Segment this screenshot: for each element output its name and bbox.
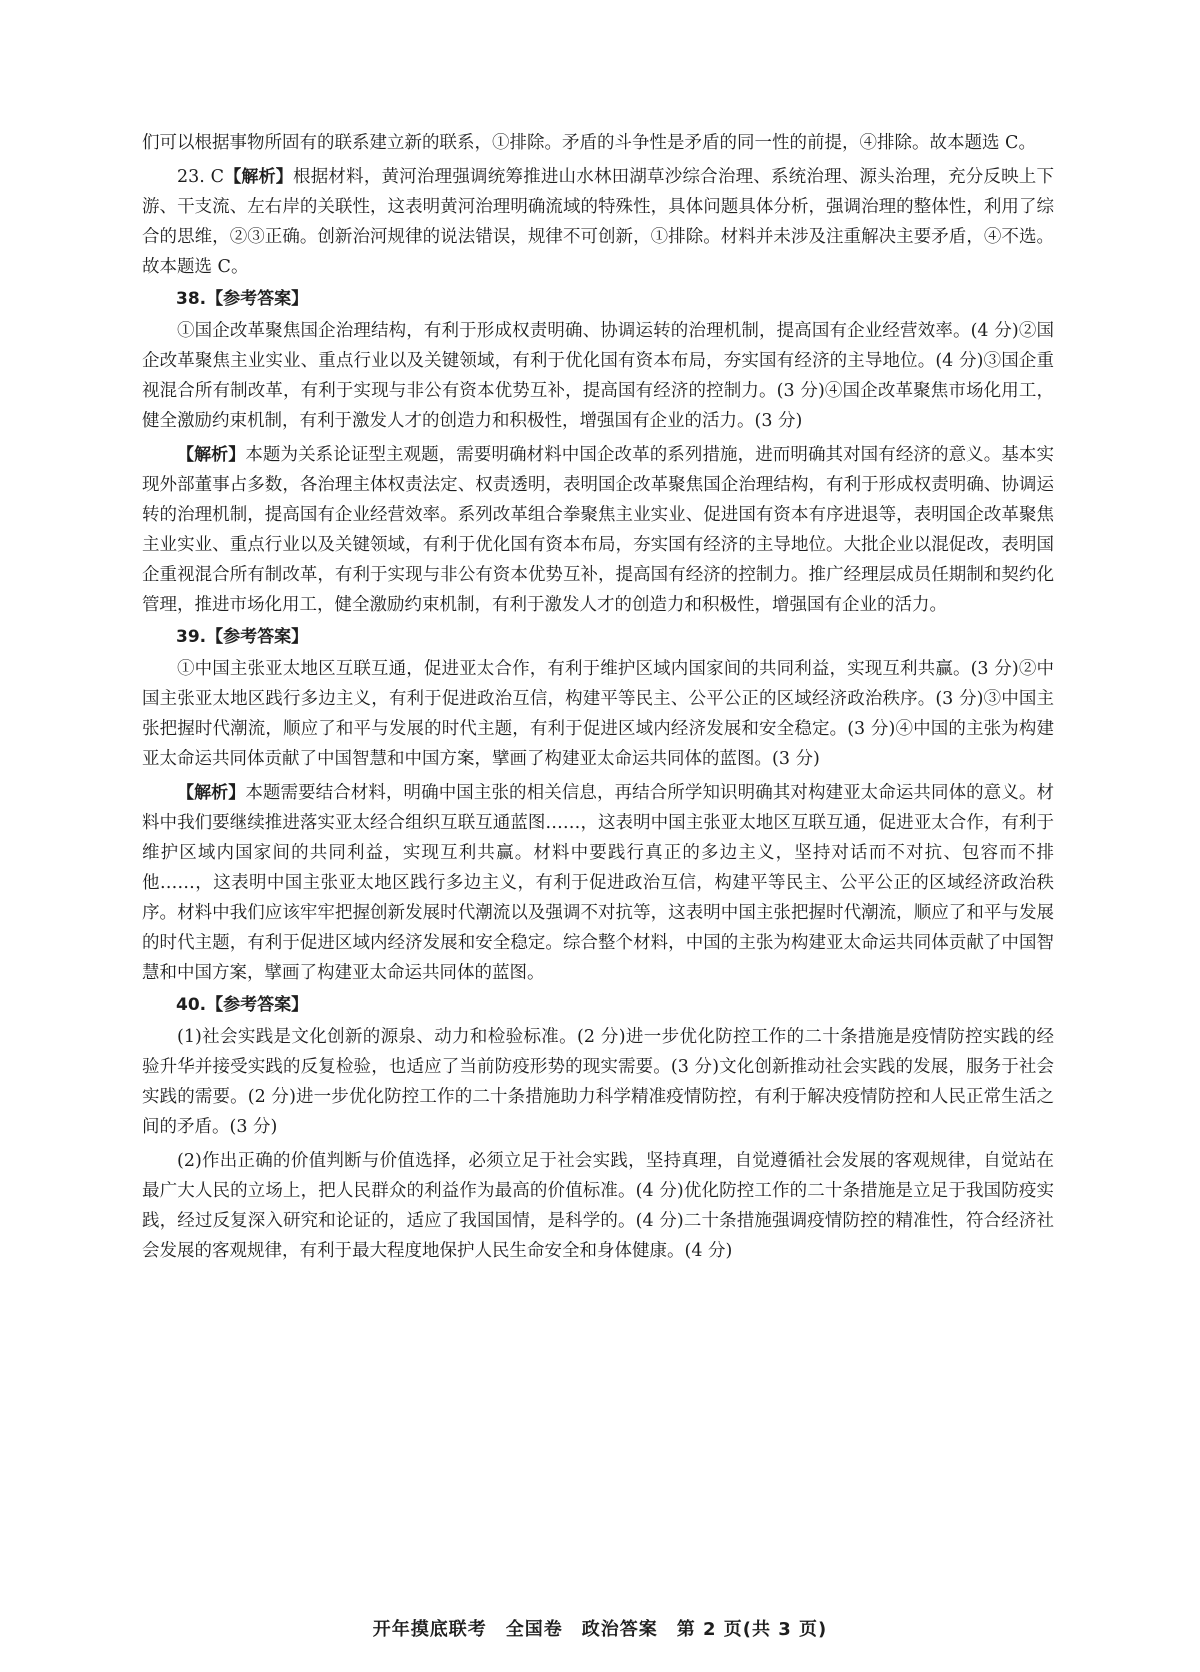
q38-analysis: [142, 440, 1054, 620]
q38-heading: 38.【参考答案】: [176, 289, 309, 309]
q23-analysis-text: 根据材料，黄河治理强调统筹推进山水林田湖草沙综合治理、系统治理、源头治理，充分反映上下游、干支流、左右岸的关联性，这表明黄河治理明确流域的特殊性，具体问题具体分析，强调治理的整体性，利用了综合的思维，②③正确。创新治河规律的说法错误，规律不可创新，①排除。材料并未涉及注重解决主要矛盾，④不选。故本题选 C。: [142, 167, 1055, 277]
q38-analysis-tag: 【解析】: [177, 445, 246, 465]
q39-analysis-text: 本题需要结合材料，明确中国主张的相关信息，再结合所学知识明确其对构建亚太命运共同体的意义。材料中我们要继续推进落实亚太经合组织互联互通蓝图……，这表明中国主张亚太地区互联互通，促进亚太合作，有利于维护区域内国家间的共同利益，实现互利共赢。材料中要践行真正的多边主义，坚持对话而不对抗、包容而不排他……，这表明中国主张亚太地区践行多边主义，有利于促进政治互信，构建平等民主、公平公正的区域经济政治秩序。材料中我们应该牢牢把握创新发展时代潮流以及强调不对抗等，这表明中国主张把握时代潮流，顺应了和平与发展的时代主题，有利于促进区域内经济发展和安全稳定。综合整个材料，中国的主张为构建亚太命运共同体贡献了中国智慧和中国方案，擘画了构建亚太命运共同体的蓝图。: [142, 783, 1054, 983]
q23-paragraph: [142, 162, 1054, 282]
q23-analysis-tag: 【解析】: [224, 167, 294, 187]
q40-part1: (1)社会实践是文化创新的源泉、动力和检验标准。(2 分)进一步优化防控工作的二十条措施是疫情防控实践的经验升华并接受实践的反复检验，也适应了当前防疫形势的现实需要。(3 分)文化创新推动社会实践的发展，服务于社会实践的需要。(2 分)进一步优化防控工作的二十条措施助力科学精准疫情防控，有利于解决疫情防控和人民正常生活之间的矛盾。(3 分): [142, 1027, 1054, 1137]
q39-answer: ①中国主张亚太地区互联互通，促进亚太合作，有利于维护区域内国家间的共同利益，实现互利共赢。(3 分)②中国主张亚太地区践行多边主义，有利于促进政治互信，构建平等民主、公平公正的区域经济政治秩序。(3 分)③中国主张把握时代潮流，顺应了和平与发展的时代主题，有利于促进区域内经济发展和安全稳定。(3 分)④中国的主张为构建亚太命运共同体贡献了中国智慧和中国方案，擘画了构建亚太命运共同体的蓝图。(3 分): [142, 659, 1054, 769]
q38-analysis-text: 本题为关系论证型主观题，需要明确材料中国企改革的系列措施，进而明确其对国有经济的意义。基本实现外部董事占多数，各治理主体权责法定、权责透明，表明国企改革聚焦国企治理结构，有利于形成权责明确、协调运转的治理机制，提高国有企业经营效率。系列改革组合拳聚焦主业实业、促进国有资本有序进退等，表明国企改革聚焦主业实业、重点行业以及关键领域，有利于优化国有资本布局，夯实国有经济的主导地位。大批企业以混促改，表明国企重视混合所有制改革，有利于实现与非公有资本优势互补，提高国有经济的控制力。推广经理层成员任期制和契约化管理，推进市场化用工，健全激励约束机制，有利于激发人才的创造力和积极性，增强国有企业的活力。: [142, 445, 1054, 615]
q40-heading: 40.【参考答案】: [176, 995, 309, 1015]
q39-analysis: [142, 778, 1054, 988]
page-footer: 开年摸底联考 全国卷 政治答案 第 2 页(共 3 页): [372, 1619, 828, 1640]
q39-analysis-tag: 【解析】: [177, 783, 246, 803]
intro-paragraph: 们可以根据事物所固有的联系建立新的联系，①排除。矛盾的斗争性是矛盾的同一性的前提，④排除。故本题选 C。: [142, 133, 1036, 153]
document-body: [142, 128, 1054, 1266]
q23-prefix: 23. C: [177, 167, 224, 187]
q39-heading: 39.【参考答案】: [176, 627, 309, 647]
q40-part2: (2)作出正确的价值判断与价值选择，必须立足于社会实践，坚持真理，自觉遵循社会发展的客观规律，自觉站在最广大人民的立场上，把人民群众的利益作为最高的价值标准。(4 分)优化防控工作的二十条措施是立足于我国防疫实践，经过反复深入研究和论证的，适应了我国国情，是科学的。(4 分)二十条措施强调疫情防控的精准性，符合经济社会发展的客观规律，有利于最大程度地保护人民生命安全和身体健康。(4 分): [142, 1151, 1054, 1261]
q38-answer: ①国企改革聚焦国企治理结构，有利于形成权责明确、协调运转的治理机制，提高国有企业经营效率。(4 分)②国企改革聚焦主业实业、重点行业以及关键领域，有利于优化国有资本布局，夯实国有经济的主导地位。(4 分)③国企重视混合所有制改革，有利于实现与非公有资本优势互补，提高国有经济的控制力。(3 分)④国企改革聚焦市场化用工，健全激励约束机制，有利于激发人才的创造力和积极性，增强国有企业的活力。(3 分): [142, 321, 1054, 431]
